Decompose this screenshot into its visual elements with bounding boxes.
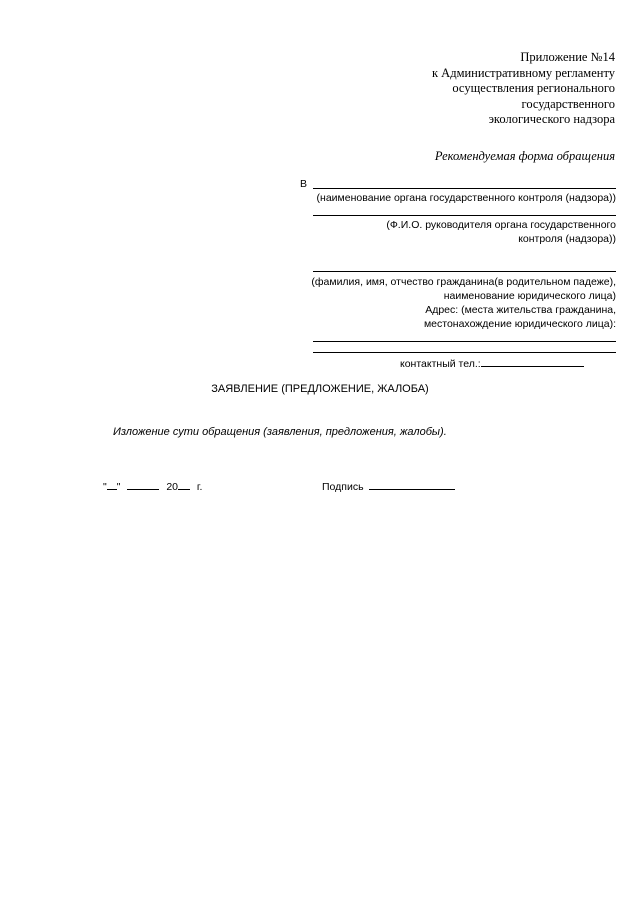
appendix-line: Приложение №14 <box>520 50 615 64</box>
head-name-line <box>313 215 616 216</box>
essence-text: Изложение сути обращения (заявления, предложения, жалобы). <box>113 426 447 438</box>
addressee-prefix: В <box>300 178 308 190</box>
applicant-caption-2: наименование юридического лица) <box>443 290 616 302</box>
head-caption-1: (Ф.И.О. руководителя органа государственного <box>386 219 616 231</box>
appendix-line: к Административному регламенту <box>431 65 615 80</box>
applicant-name-line <box>313 271 616 272</box>
organ-line <box>313 188 616 189</box>
document-title: ЗАЯВЛЕНИЕ (ПРЕДЛОЖЕНИЕ, ЖАЛОБА) <box>211 383 429 395</box>
address-caption-2: местонахождение юридического лица): <box>423 318 616 330</box>
phone-label: контактный тел.: <box>400 358 481 370</box>
organ-caption: (наименование органа государственного контроля (надзора)) <box>316 192 616 204</box>
appendix-header <box>295 50 615 128</box>
month-line <box>127 480 159 490</box>
date-field <box>103 480 202 493</box>
phone-line <box>481 357 584 367</box>
year-prefix: 20 <box>166 481 178 493</box>
appendix-line: государственного <box>521 96 615 111</box>
signature-field <box>322 480 455 493</box>
date-close-quote: " <box>116 481 121 493</box>
head-caption-2: контроля (надзора)) <box>518 233 616 245</box>
applicant-caption-1: (фамилия, имя, отчество гражданина(в родительном падеже), <box>311 276 616 288</box>
address-line-2 <box>313 352 616 353</box>
year-line <box>178 480 190 490</box>
address-caption-1: Адрес: (места жительства гражданина, <box>425 304 616 316</box>
appendix-line: экологического надзора <box>488 112 615 126</box>
appendix-line: осуществления регионального <box>452 81 615 95</box>
date-open-quote: " <box>103 481 107 493</box>
day-line <box>107 480 117 490</box>
year-suffix: г. <box>196 481 203 493</box>
recommended-form-label: Рекомендуемая форма обращения <box>434 149 615 163</box>
signature-label: Подпись <box>322 481 364 493</box>
address-line-1 <box>313 341 616 342</box>
signature-line <box>369 480 455 490</box>
phone-row <box>400 357 616 371</box>
